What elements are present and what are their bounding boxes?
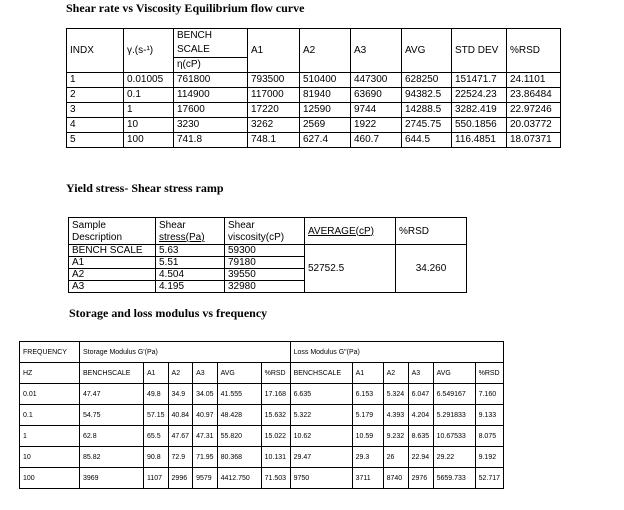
table-cell: 6.047 — [408, 384, 433, 405]
table-cell: 22.97246 — [507, 103, 561, 118]
table-cell: 1 — [124, 103, 174, 118]
table-cell: 40.97 — [193, 405, 218, 426]
viscosity-cell: 59300 — [225, 245, 305, 257]
table-cell: 29.22 — [433, 447, 475, 468]
table-row — [67, 88, 561, 103]
header-shear-rate: γ.(s-¹) — [124, 29, 174, 73]
viscosity-cell: 79180 — [225, 257, 305, 269]
table-cell: 2996 — [168, 468, 193, 489]
table-cell: 52.717 — [475, 468, 503, 489]
header-frequency: FREQUENCY — [20, 342, 80, 363]
header-bench-line3: η(cP) — [174, 58, 248, 73]
table-cell: 85.82 — [80, 447, 144, 468]
table-cell: 100 — [20, 468, 80, 489]
table-cell: 9.133 — [475, 405, 503, 426]
table-cell: 10 — [124, 118, 174, 133]
table-cell: 17.168 — [261, 384, 290, 405]
table-cell: 1 — [20, 426, 80, 447]
table-cell: 1922 — [351, 118, 402, 133]
table-cell: 116.4851 — [452, 133, 507, 148]
table-cell: 47.31 — [193, 426, 218, 447]
subheader-cell: AVG — [217, 363, 261, 384]
table-row — [20, 405, 504, 426]
table-cell: 117000 — [248, 88, 300, 103]
header-a1: A1 — [248, 29, 300, 73]
table-cell: 3230 — [174, 118, 248, 133]
table-cell: 12590 — [300, 103, 351, 118]
table-cell: 114900 — [174, 88, 248, 103]
table-cell: 748.1 — [248, 133, 300, 148]
sample-cell: A1 — [69, 257, 156, 269]
table-cell: 2569 — [300, 118, 351, 133]
yield-stress-table — [68, 217, 467, 293]
table-header-row — [69, 218, 467, 245]
header-rsd: %RSD — [396, 218, 467, 245]
table-cell: 9.232 — [383, 426, 408, 447]
table-cell: 741.8 — [174, 133, 248, 148]
table-row — [67, 73, 561, 88]
header-bench-line2: SCALE — [174, 43, 248, 58]
table-cell: 627.4 — [300, 133, 351, 148]
sample-cell: A2 — [69, 269, 156, 281]
table-cell: 6.153 — [352, 384, 383, 405]
table-cell: 15.022 — [261, 426, 290, 447]
stress-cell: 5.63 — [156, 245, 225, 257]
subheader-cell: BENCHSCALE — [290, 363, 352, 384]
header-bench-line1: BENCH — [174, 29, 248, 44]
table-cell: 18.07371 — [507, 133, 561, 148]
table-cell: 10.59 — [352, 426, 383, 447]
table-cell: 17220 — [248, 103, 300, 118]
table-cell: 10.131 — [261, 447, 290, 468]
table-cell: 17600 — [174, 103, 248, 118]
table-row — [20, 468, 504, 489]
table-cell: 41.555 — [217, 384, 261, 405]
table-cell: 5 — [67, 133, 124, 148]
table-cell: 9.192 — [475, 447, 503, 468]
table-cell: 90.8 — [144, 447, 169, 468]
shear-rate-title: Shear rate vs Viscosity Equilibrium flow curve — [66, 1, 305, 15]
table-cell: 4.393 — [383, 405, 408, 426]
header-indx: INDX — [67, 29, 124, 73]
table-cell: 6.549167 — [433, 384, 475, 405]
table-cell: 94382.5 — [402, 88, 452, 103]
table-row — [69, 245, 467, 257]
modulus-table-body — [20, 384, 504, 489]
table-cell: 3711 — [352, 468, 383, 489]
table-cell: 0.1 — [124, 88, 174, 103]
table-cell: 24.1101 — [507, 73, 561, 88]
viscosity-cell: 39550 — [225, 269, 305, 281]
table-cell: 5659.733 — [433, 468, 475, 489]
table-cell: 63690 — [351, 88, 402, 103]
table-cell: 447300 — [351, 73, 402, 88]
table-cell: 2 — [67, 88, 124, 103]
modulus-title: Storage and loss modulus vs frequency — [69, 306, 268, 320]
subheader-cell: %RSD — [475, 363, 503, 384]
table-cell: 10.67533 — [433, 426, 475, 447]
table-cell: 81940 — [300, 88, 351, 103]
table-cell: 22524.23 — [452, 88, 507, 103]
table-row — [20, 384, 504, 405]
header-shear-stress: Shear stress(Pa) — [156, 218, 225, 245]
table-cell: 62.8 — [80, 426, 144, 447]
table-cell: 793500 — [248, 73, 300, 88]
table-cell: 0.01005 — [124, 73, 174, 88]
table-cell: 9750 — [290, 468, 352, 489]
table-cell: 2976 — [408, 468, 433, 489]
table-cell: 644.5 — [402, 133, 452, 148]
table-cell: 6.635 — [290, 384, 352, 405]
stress-cell: 5.51 — [156, 257, 225, 269]
table-cell: 29.47 — [290, 447, 352, 468]
shear-rate-table — [66, 28, 561, 148]
table-cell: 9744 — [351, 103, 402, 118]
header-sample-description: Sample Description — [69, 218, 156, 245]
rsd-value: 34.260 — [396, 245, 467, 293]
table-cell: 22.94 — [408, 447, 433, 468]
subheader-cell: %RSD — [261, 363, 290, 384]
table-cell: 10.62 — [290, 426, 352, 447]
table-cell: 20.03772 — [507, 118, 561, 133]
table-cell: 8.075 — [475, 426, 503, 447]
table-cell: 49.8 — [144, 384, 169, 405]
subheader-cell: A1 — [144, 363, 169, 384]
table-cell: 8740 — [383, 468, 408, 489]
table-cell: 2745.75 — [402, 118, 452, 133]
table-row — [67, 133, 561, 148]
table-row — [67, 103, 561, 118]
shear-rate-table-body — [67, 73, 561, 148]
table-cell: 7.160 — [475, 384, 503, 405]
table-cell: 54.75 — [80, 405, 144, 426]
table-cell: 460.7 — [351, 133, 402, 148]
table-cell: 72.9 — [168, 447, 193, 468]
table-cell: 47.47 — [80, 384, 144, 405]
table-cell: 4 — [67, 118, 124, 133]
subheader-cell: BENCHSCALE — [80, 363, 144, 384]
stress-cell: 4.195 — [156, 281, 225, 293]
subheader-cell: A3 — [408, 363, 433, 384]
table-cell: 57.15 — [144, 405, 169, 426]
table-cell: 151471.7 — [452, 73, 507, 88]
table-cell: 628250 — [402, 73, 452, 88]
table-cell: 40.84 — [168, 405, 193, 426]
table-cell: 26 — [383, 447, 408, 468]
header-rsd: %RSD — [507, 29, 561, 73]
header-shear-viscosity: Shear viscosity(cP) — [225, 218, 305, 245]
header-loss-modulus: Loss Modulus G"(Pa) — [290, 342, 503, 363]
subheader-cell: AVG — [433, 363, 475, 384]
header-avg: AVG — [402, 29, 452, 73]
table-cell: 761800 — [174, 73, 248, 88]
table-cell: 4.204 — [408, 405, 433, 426]
table-cell: 5.179 — [352, 405, 383, 426]
subheader-cell: A2 — [383, 363, 408, 384]
header-std-dev: STD DEV — [452, 29, 507, 73]
table-cell: 80.368 — [217, 447, 261, 468]
table-cell: 65.5 — [144, 426, 169, 447]
table-cell: 23.86484 — [507, 88, 561, 103]
table-cell: 48.428 — [217, 405, 261, 426]
table-cell: 3282.419 — [452, 103, 507, 118]
yield-stress-title: Yield stress- Shear stress ramp — [66, 181, 224, 195]
table-row — [20, 447, 504, 468]
table-header-row — [67, 29, 561, 44]
table-subheader-row — [20, 363, 504, 384]
stress-cell: 4.504 — [156, 269, 225, 281]
average-value: 52752.5 — [305, 245, 396, 293]
table-cell: 0.01 — [20, 384, 80, 405]
modulus-table — [19, 341, 504, 489]
table-cell: 8.635 — [408, 426, 433, 447]
subheader-cell: A1 — [352, 363, 383, 384]
table-header-row — [20, 342, 504, 363]
table-cell: 5.324 — [383, 384, 408, 405]
table-cell: 0.1 — [20, 405, 80, 426]
header-a2: A2 — [300, 29, 351, 73]
table-cell: 15.632 — [261, 405, 290, 426]
table-cell: 29.3 — [352, 447, 383, 468]
subheader-cell: A2 — [168, 363, 193, 384]
table-row — [20, 426, 504, 447]
header-average: AVERAGE(cP) — [305, 218, 396, 245]
table-cell: 510400 — [300, 73, 351, 88]
table-cell: 550.1856 — [452, 118, 507, 133]
table-cell: 34.9 — [168, 384, 193, 405]
table-cell: 3262 — [248, 118, 300, 133]
table-cell: 1 — [67, 73, 124, 88]
table-cell: 14288.5 — [402, 103, 452, 118]
table-cell: 3 — [67, 103, 124, 118]
subheader-cell: HZ — [20, 363, 80, 384]
table-cell: 5.291833 — [433, 405, 475, 426]
table-cell: 47.67 — [168, 426, 193, 447]
table-cell: 71.95 — [193, 447, 218, 468]
table-cell: 100 — [124, 133, 174, 148]
table-cell: 9579 — [193, 468, 218, 489]
table-cell: 34.05 — [193, 384, 218, 405]
table-row — [67, 118, 561, 133]
table-cell: 4412.750 — [217, 468, 261, 489]
header-a3: A3 — [351, 29, 402, 73]
table-cell: 5.322 — [290, 405, 352, 426]
table-cell: 71.503 — [261, 468, 290, 489]
sample-cell: BENCH SCALE — [69, 245, 156, 257]
subheader-cell: A3 — [193, 363, 218, 384]
table-cell: 10 — [20, 447, 80, 468]
header-storage-modulus: Storage Modulus G'(Pa) — [80, 342, 291, 363]
table-cell: 3969 — [80, 468, 144, 489]
table-cell: 1107 — [144, 468, 169, 489]
table-cell: 55.820 — [217, 426, 261, 447]
viscosity-cell: 32980 — [225, 281, 305, 293]
sample-cell: A3 — [69, 281, 156, 293]
